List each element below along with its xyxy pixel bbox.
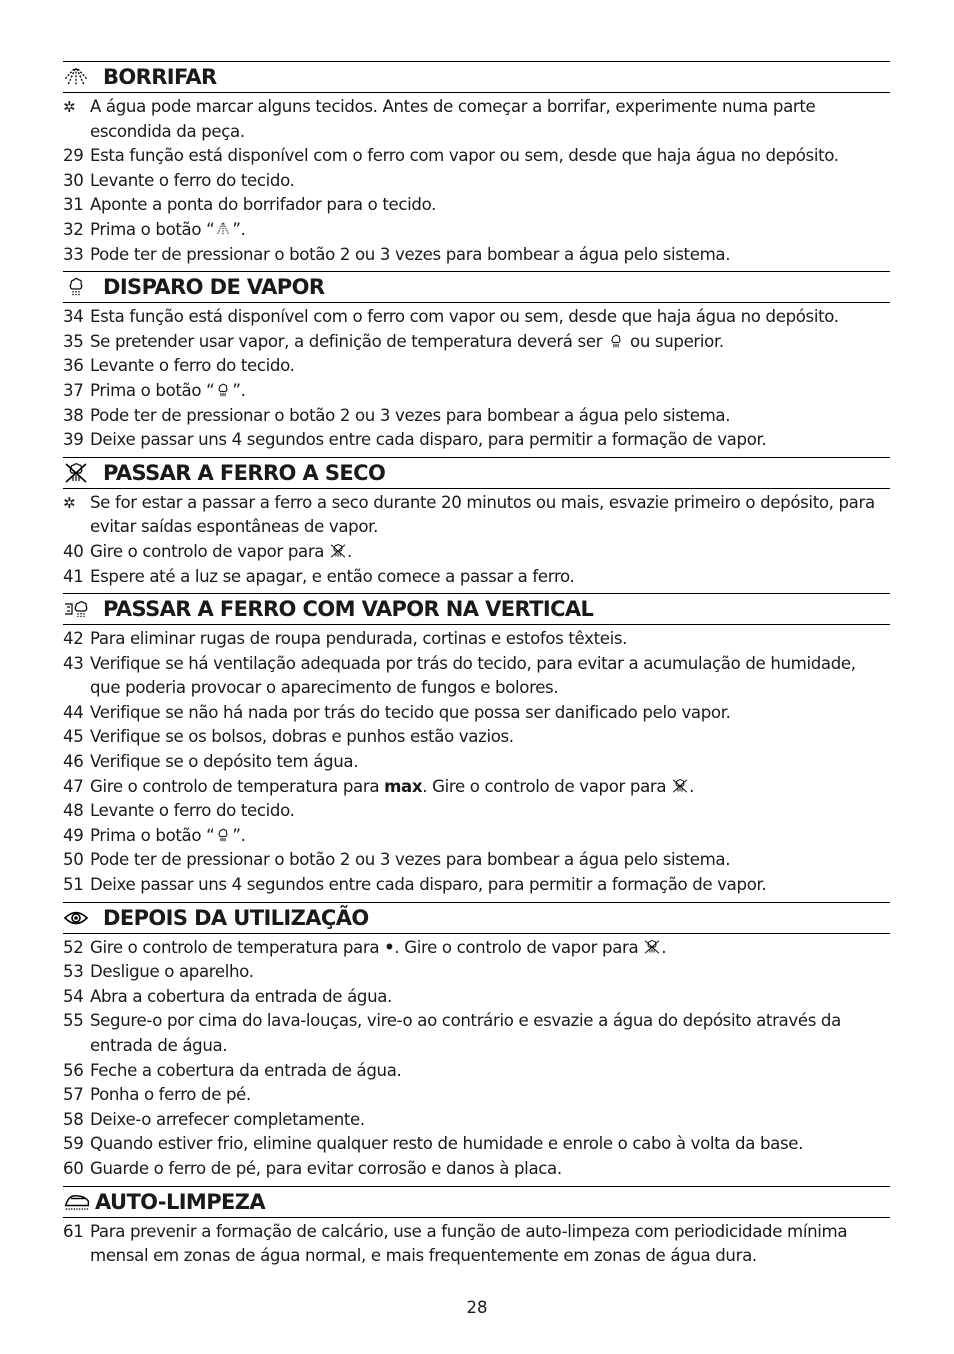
- document-page: [63, 61, 890, 1273]
- item-text-part: Prima o botão “: [90, 380, 215, 400]
- item-text: Quando estiver frio, elimine qualquer resto de humidade e enrole o cabo à volta da base.: [90, 1134, 804, 1154]
- item-number: 40: [63, 541, 84, 561]
- item-text: Pode ter de pressionar o botão 2 ou 3 vezes para bombear a água pelo sistema.: [90, 850, 731, 870]
- list-item: [63, 1009, 890, 1058]
- list-item: [63, 799, 890, 824]
- item-text: [90, 540, 890, 565]
- list-item: [63, 540, 890, 565]
- list-item: [63, 824, 890, 849]
- item-text-part: . Gire o controlo de vapor para: [394, 937, 644, 957]
- vertical-steam-icon: [63, 597, 91, 621]
- self-clean-icon: [63, 1190, 91, 1214]
- item-text: A água pode marcar alguns tecidos. Antes de começar a borrifar, experimente numa parte escondida da peça.: [90, 97, 816, 141]
- section-title: PASSAR A FERRO COM VAPOR NA VERTICAL: [103, 597, 594, 622]
- list-item: [63, 144, 890, 169]
- list-item: [63, 985, 890, 1010]
- item-text: Ponha o ferro de pé.: [90, 1085, 251, 1105]
- item-number: 31: [63, 195, 84, 215]
- item-text: Deixe passar uns 4 segundos entre cada disparo, para permitir a formação de vapor.: [90, 875, 767, 895]
- item-text: Verifique se os bolsos, dobras e punhos estão vazios.: [90, 727, 514, 747]
- item-number: 38: [63, 405, 84, 425]
- item-number: 57: [63, 1085, 84, 1105]
- item-number: 45: [63, 727, 84, 747]
- item-number: 39: [63, 430, 84, 450]
- steam-shot-icon: [214, 381, 232, 397]
- item-text-part: Prima o botão “: [90, 825, 215, 845]
- list-item: [63, 1083, 890, 1108]
- item-text-part: .: [661, 937, 667, 957]
- steam-shot-icon: [63, 275, 91, 299]
- steam-shot-icon: [607, 332, 625, 348]
- item-text: Espere até a luz se apagar, e então comece a passar a ferro.: [90, 566, 575, 586]
- item-number: 46: [63, 752, 84, 772]
- item-number: 61: [63, 1221, 84, 1241]
- item-number: 36: [63, 356, 84, 376]
- item-text-part: Prima o botão “: [90, 219, 215, 239]
- item-number: 34: [63, 307, 84, 327]
- dry-iron-icon: [671, 777, 689, 793]
- list-item: [63, 491, 890, 540]
- item-text: Desligue o aparelho.: [90, 962, 254, 982]
- item-text-part: Gire o controlo de temperatura para: [90, 937, 385, 957]
- list-item: [63, 701, 890, 726]
- item-text: [90, 379, 890, 404]
- item-number: 54: [63, 986, 84, 1006]
- list-item: [63, 873, 890, 898]
- item-text: Se for estar a passar a ferro a seco durante 20 minutos ou mais, esvazie primeiro o depósito, para evitar saídas espontâneas de vapor.: [90, 492, 875, 537]
- steam-shot-icon: [214, 826, 232, 842]
- eye-icon: [63, 906, 91, 930]
- section-list-borrifar: [63, 93, 890, 271]
- item-number: 49: [63, 825, 84, 845]
- item-text: Deixe passar uns 4 segundos entre cada disparo, para permitir a formação de vapor.: [90, 430, 767, 450]
- item-text: Esta função está disponível com o ferro com vapor ou sem, desde que haja água no depósito.: [90, 307, 839, 327]
- list-item: [63, 848, 890, 873]
- item-number: 32: [63, 219, 84, 239]
- item-number: 51: [63, 875, 84, 895]
- item-text: Pode ter de pressionar o botão 2 ou 3 vezes para bombear a água pelo sistema.: [90, 405, 731, 425]
- item-number: 50: [63, 850, 84, 870]
- list-item: [63, 652, 890, 701]
- item-text: Verifique se o depósito tem água.: [90, 752, 359, 772]
- list-item: [63, 428, 890, 453]
- section-list-depois-da-utilizacao: [63, 934, 890, 1186]
- item-number: 41: [63, 566, 84, 586]
- list-item: [63, 379, 890, 404]
- item-text: Feche a cobertura da entrada de água.: [90, 1060, 402, 1080]
- list-item: [63, 1220, 890, 1269]
- list-item: [63, 1157, 890, 1182]
- spray-icon: [214, 220, 232, 236]
- section-title: PASSAR A FERRO A SECO: [103, 460, 386, 485]
- list-item: [63, 95, 890, 144]
- item-number: 53: [63, 962, 84, 982]
- item-text: Guarde o ferro de pé, para evitar corrosão e danos à placa.: [90, 1158, 562, 1178]
- item-text: [90, 775, 890, 800]
- dot-symbol: •: [384, 937, 395, 957]
- section-title: AUTO-LIMPEZA: [95, 1189, 266, 1214]
- section-list-vapor-na-vertical: [63, 625, 890, 902]
- list-item: [63, 330, 890, 355]
- item-text: [90, 936, 890, 961]
- item-number: 29: [63, 146, 84, 166]
- section-header-auto-limpeza: [63, 1186, 890, 1218]
- list-item: [63, 936, 890, 961]
- item-text-part: Se pretender usar vapor, a definição de temperatura deverá ser: [90, 331, 608, 351]
- spray-icon: [63, 65, 91, 89]
- item-text-part: Gire o controlo de vapor para: [90, 541, 330, 561]
- item-bullet: ✲: [63, 493, 76, 512]
- item-text-part: ”.: [232, 825, 246, 845]
- section-title: DEPOIS DA UTILIZAÇÃO: [103, 905, 369, 930]
- item-bullet: ✲: [63, 98, 76, 116]
- item-number: 44: [63, 702, 84, 722]
- section-header-vapor-na-vertical: [63, 593, 890, 625]
- section-list-disparo-de-vapor: [63, 303, 890, 457]
- item-number: 42: [63, 629, 84, 649]
- list-item: [63, 1132, 890, 1157]
- list-item: [63, 354, 890, 379]
- item-text: Levante o ferro do tecido.: [90, 170, 295, 190]
- list-item: [63, 169, 890, 194]
- list-item: [63, 750, 890, 775]
- item-text: [90, 330, 890, 355]
- item-text: Verifique se há ventilação adequada por trás do tecido, para evitar a acumulação de humidade, que poderia provocar o aparecimento de fungos e bolores.: [90, 653, 856, 698]
- item-number: 55: [63, 1011, 84, 1031]
- item-text-part: ou superior.: [625, 331, 724, 351]
- list-item: [63, 305, 890, 330]
- list-item: [63, 960, 890, 985]
- item-number: 43: [63, 653, 84, 673]
- item-text-part: Gire o controlo de temperatura para: [90, 776, 385, 796]
- page-number: 28: [466, 1298, 488, 1317]
- item-text-part: ”.: [232, 219, 246, 239]
- item-text: Pode ter de pressionar o botão 2 ou 3 vezes para bombear a água pelo sistema.: [90, 244, 731, 264]
- item-text: Para prevenir a formação de calcário, use a função de auto-limpeza com periodicidade mínima mensal em zonas de água normal, e mais frequentemente em zonas de água dura.: [90, 1221, 848, 1266]
- list-item: [63, 193, 890, 218]
- item-text-part: .: [347, 541, 352, 561]
- item-number: 56: [63, 1060, 84, 1080]
- section-list-passar-a-ferro-a-seco: [63, 489, 890, 593]
- list-item: [63, 1059, 890, 1084]
- dry-iron-icon: [63, 461, 91, 485]
- item-text-part: . Gire o controlo de vapor para: [422, 776, 672, 796]
- item-text: Verifique se não há nada por trás do tecido que possa ser danificado pelo vapor.: [90, 702, 731, 722]
- list-item: [63, 1108, 890, 1133]
- item-text: Segure-o por cima do lava-louças, vire-o ao contrário e esvazie a água do depósito através da entrada de água.: [90, 1011, 841, 1055]
- item-number: 33: [63, 244, 84, 264]
- item-text-bold: max: [384, 776, 423, 796]
- item-text: Para eliminar rugas de roupa pendurada, cortinas e estofos têxteis.: [90, 629, 628, 649]
- item-number: 35: [63, 331, 84, 351]
- list-item: [63, 775, 890, 800]
- dry-iron-icon: [643, 938, 661, 954]
- item-number: 30: [63, 170, 84, 190]
- item-text: [90, 824, 890, 849]
- section-header-passar-a-ferro-a-seco: [63, 457, 890, 489]
- list-item: [63, 565, 890, 590]
- section-header-disparo-de-vapor: [63, 271, 890, 303]
- item-text-part: ”.: [232, 380, 246, 400]
- section-title: BORRIFAR: [103, 65, 217, 89]
- item-number: 37: [63, 380, 84, 400]
- item-number: 60: [63, 1158, 84, 1178]
- item-text: Esta função está disponível com o ferro com vapor ou sem, desde que haja água no depósito.: [90, 146, 839, 166]
- item-text-part: .: [689, 776, 695, 796]
- item-number: 48: [63, 801, 84, 821]
- item-text: Aponte a ponta do borrifador para o tecido.: [90, 195, 437, 215]
- section-header-depois-da-utilizacao: [63, 902, 890, 934]
- item-text: Deixe-o arrefecer completamente.: [90, 1109, 365, 1129]
- dry-iron-icon: [329, 542, 347, 558]
- item-number: 58: [63, 1109, 84, 1129]
- section-header-borrifar: [63, 61, 890, 93]
- item-text: Abra a cobertura da entrada de água.: [90, 986, 392, 1006]
- item-text: Levante o ferro do tecido.: [90, 356, 295, 376]
- item-number: 59: [63, 1134, 84, 1154]
- section-list-auto-limpeza: [63, 1218, 890, 1273]
- item-text: [90, 218, 890, 243]
- list-item: [63, 404, 890, 429]
- list-item: [63, 627, 890, 652]
- section-title: DISPARO DE VAPOR: [103, 275, 325, 300]
- list-item: [63, 243, 890, 268]
- item-number: 52: [63, 937, 84, 957]
- list-item: [63, 218, 890, 243]
- item-text: Levante o ferro do tecido.: [90, 801, 295, 821]
- list-item: [63, 725, 890, 750]
- item-number: 47: [63, 776, 84, 796]
